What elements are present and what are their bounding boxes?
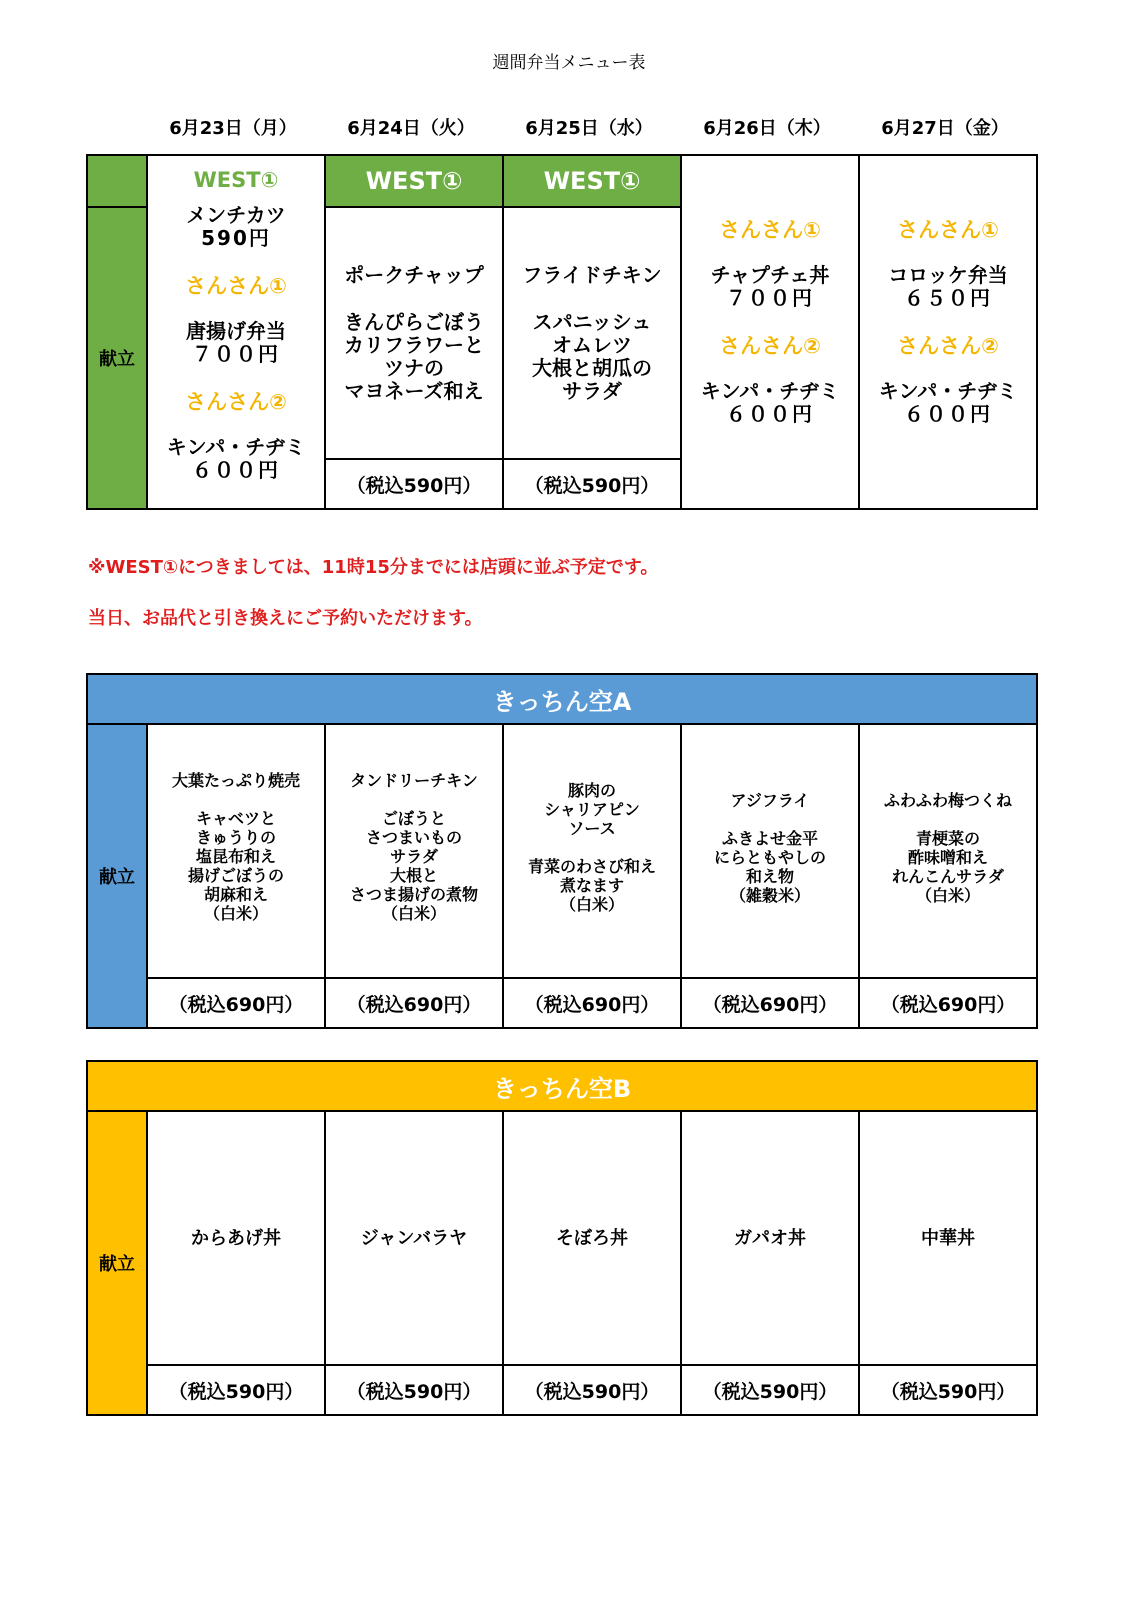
date-fri: 6月27日（金） [881,118,1009,139]
kitchen-b-side-label: 献立 [87,1111,147,1415]
mon-dish-2: 唐揚げ弁当 [186,319,286,343]
tue-line-3: カリフラワーと [344,333,484,357]
kitchen-a-tax-fri: （税込690円） [859,978,1037,1028]
menu-line: ふきよせ金平 [721,829,818,848]
kitchen-a-mon-lines [148,771,324,923]
date-tue: 6月24日（火） [347,118,475,139]
tue-line-1: ポークチャップ [344,263,484,287]
kitchen-a-tue-lines [326,771,502,923]
mon-dish-3: キンパ・チヂミ [166,435,306,459]
tue-tax: （税込590円） [325,459,503,509]
kitchen-b-tax-thu: （税込590円） [681,1365,859,1415]
tue-line-5: マヨネーズ和え [344,379,484,403]
kitchen-a-mon [147,724,325,978]
menu-line: 煮なます [559,876,624,895]
date-mon: 6月23日（月） [169,118,297,139]
wed-tax: （税込590円） [503,459,681,509]
kitchen-b-header [87,1061,1037,1111]
kitchen-a-side-label: 献立 [87,724,147,1028]
menu-line: アジフライ [730,791,810,810]
west-cell-thu [681,155,859,509]
kitchen-b-tax-mon: （税込590円） [147,1365,325,1415]
west-cell-fri [859,155,1037,509]
menu-line: 揚げごぼうの [187,866,284,885]
kitchen-a-tax-wed: （税込690円） [503,978,681,1028]
kitchen-b-tax-wed: （税込590円） [503,1365,681,1415]
tue-line-2: きんぴらごぼう [344,310,484,334]
menu-line: 大葉たっぷり焼売 [171,771,300,790]
menu-line [860,810,1036,829]
thu-tag-1: さんさん① [719,218,821,242]
kitchen-a-table [86,673,1038,1029]
menu-line: 大根と [389,866,438,885]
mon-price-3: ６００円 [192,458,280,482]
thu-tag-2: さんさん② [719,334,821,358]
thu-price-1: ７００円 [726,286,814,310]
menu-line: ソース [568,819,616,838]
kitchen-a-wed-lines [504,781,680,914]
mon-price-1: 590円 [201,226,271,250]
page-title: 週間弁当メニュー表 [492,53,646,73]
kitchen-b-tax-tue: （税込590円） [325,1365,503,1415]
wed-line-4: 大根と胡瓜の [532,356,652,380]
menu-line: 酢味噌和え [908,848,989,867]
wed-line-2: スパニッシュ [532,310,652,334]
kitchen-a-fri-lines [860,791,1036,905]
wed-line-3: オムレツ [552,333,632,357]
fri-tag-1: さんさん① [897,218,999,242]
mon-dish-1: メンチカツ [186,203,286,227]
menu-line [682,810,858,829]
kitchen-a-tue [325,724,503,978]
menu-line: （白米） [203,904,268,923]
west-tag: WEST① [193,168,279,192]
wed-line-5: サラダ [562,379,622,403]
menu-line: 豚肉の [567,781,616,800]
fri-tag-2: さんさん② [897,334,999,358]
menu-line: タンドリーチキン [350,771,478,790]
west-cell-mon [147,155,325,509]
note-1: ※WEST①につきましては、11時15分までには店頭に並ぶ予定です。 [88,557,659,578]
date-thu: 6月26日（木） [703,118,831,139]
wed-line-1: フライドチキン [522,263,662,287]
menu-line: れんこんサラダ [892,867,1004,886]
kitchen-a-header [87,674,1037,724]
menu-line: さつま揚げの煮物 [349,885,478,904]
kitchen-a-wed [503,724,681,978]
kitchen-b-wed: そぼろ丼 [503,1111,681,1365]
west-cell-tue [325,207,503,459]
tue-west-tag [325,155,503,207]
menu-line: ごぼうと [381,809,446,828]
fri-price-1: ６５０円 [904,286,992,310]
kitchen-b-tax-fri: （税込590円） [859,1365,1037,1415]
wed-west-tag [503,155,681,207]
west-side-label: 献立 [87,207,147,509]
kitchen-a-thu-lines [682,791,858,905]
thu-price-2: ６００円 [726,402,814,426]
menu-line: キャベツと [195,809,276,828]
menu-line [504,838,680,857]
kitchen-a-title: きっちん空A [492,687,632,716]
menu-line: さつまいもの [365,828,462,847]
kitchen-b-title: きっちん空B [492,1074,632,1103]
menu-line [326,790,502,809]
kitchen-a-tax-thu: （税込690円） [681,978,859,1028]
west-cell-wed [503,207,681,459]
menu-line: （雑穀米） [729,886,810,905]
west-table [86,154,1038,510]
kitchen-a-fri [859,724,1037,978]
tue-west-tag-text: WEST① [365,167,463,195]
menu-line: にらともやしの [713,848,826,867]
menu-line: 青梗菜の [916,829,981,848]
fri-dish-1: コロッケ弁当 [888,263,1008,287]
mon-tag-3: さんさん② [185,390,287,414]
kitchen-b-tue: ジャンバラヤ [325,1111,503,1365]
menu-line: （白米） [916,886,981,905]
menu-line [148,790,324,809]
menu-line: 胡麻和え [203,885,268,904]
fri-price-2: ６００円 [904,402,992,426]
menu-line: 塩昆布和え [195,847,276,866]
kitchen-a-tax-tue: （税込690円） [325,978,503,1028]
kitchen-b-thu: ガパオ丼 [681,1111,859,1365]
kitchen-b-mon: からあげ丼 [147,1111,325,1365]
menu-line: （白米） [559,895,624,914]
kitchen-a-tax-mon: （税込690円） [147,978,325,1028]
menu-line: （白米） [381,904,446,923]
kitchen-a-thu [681,724,859,978]
menu-line: シャリアピン [544,800,640,819]
wed-west-tag-text: WEST① [543,167,641,195]
fri-dish-2: キンパ・チヂミ [878,379,1018,403]
thu-dish-1: チャプチェ丼 [710,263,830,287]
menu-line: ふわふわ梅つくね [884,791,1013,810]
menu-line: 青菜のわさび和え [527,857,656,876]
mon-price-2: ７００円 [192,342,280,366]
menu-line: サラダ [390,847,438,866]
kitchen-b-fri: 中華丼 [859,1111,1037,1365]
menu-line: きゅうりの [195,828,276,847]
note-2: 当日、お品代と引き換えにご予約いただけます。 [88,608,483,629]
west-corner [87,155,147,207]
thu-dish-2: キンパ・チヂミ [700,379,840,403]
menu-line: 和え物 [745,867,794,886]
mon-tag-2: さんさん① [185,274,287,298]
kitchen-b-table [86,1060,1038,1416]
tue-line-4: ツナの [384,356,444,380]
date-wed: 6月25日（水） [525,118,653,139]
